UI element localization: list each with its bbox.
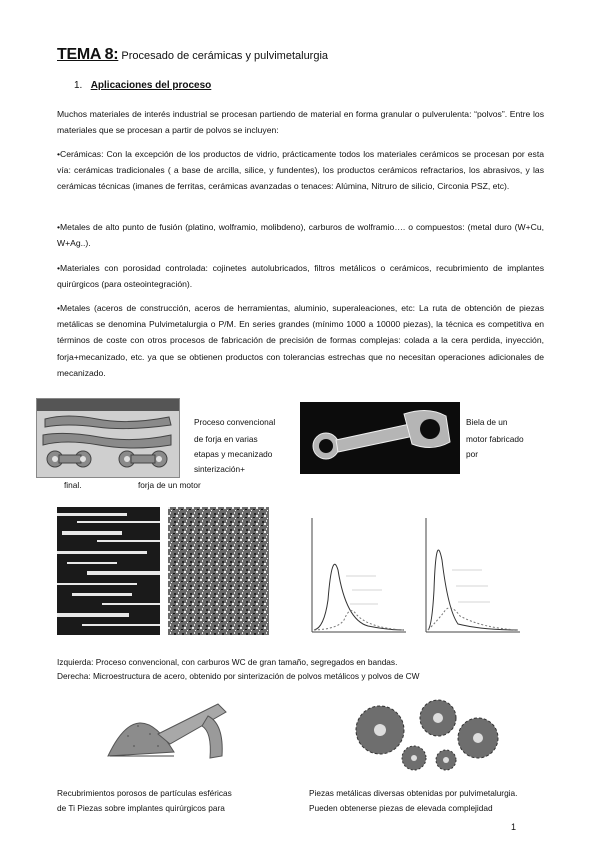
- caption-forge-line4: final.: [64, 480, 82, 490]
- forged-parts-photo: [36, 398, 180, 478]
- title-tema: TEMA 8:: [57, 46, 119, 63]
- paragraph-metales: •Metales (aceros de construcción, aceros de herramientas, aluminio, superaleaciones, etc: La ruta de obtención de piezas metálicas se denomina Pulvimetalurgia o P/M. En series grandes (mínimo 1000 a 10000 piezas), la técnica es competitiva en términos de coste con otros procesos de fabricación de precisión de formas complejas: colada a la cera perdida, inyección, forja+mecanizado, etc. ya que se obtienen productos con tolerancias estrechas que no necesitan operaciones adicionales de mecanizado.: [57, 303, 544, 378]
- particle-distribution-graph-left: [298, 510, 410, 642]
- caption-biela-line2: motor fabricado: [466, 434, 524, 444]
- title-subtitle: Procesado de cerámicas y pulvimetalurgia: [121, 50, 329, 62]
- caption-implant-line1: Recubrimientos porosos de partículas esféricas: [57, 788, 232, 798]
- particle-distribution-graph-right: [412, 510, 524, 642]
- section-heading: [74, 80, 211, 91]
- caption-micro-right: Derecha: Microestructura de acero, obtenido por sinterización de polvos metálicos y polvos de CW: [57, 671, 420, 681]
- connecting-rod-photo: [300, 402, 460, 474]
- microstructure-sintered-image: [168, 507, 269, 635]
- caption-forge-line1: Proceso convencional: [194, 417, 276, 427]
- caption-sinter-line2: forja de un motor: [138, 480, 201, 490]
- caption-biela-line3: por: [466, 449, 478, 459]
- microstructure-conventional-image: [57, 507, 160, 635]
- page-number: 1: [511, 822, 517, 832]
- paragraph-ceramicas: •Cerámicas: Con la excepción de los productos de vidrio, prácticamente todos los materiales cerámicos se procesan por esta vía: cerámicas tradicionales ( a base de arcilla, silice, y fundentes), los productos cerámicos refractarios, los abrasivos, y las cerámicas técnicas (imanes de ferritas, cerámicas avanzadas o tenaces: Alúmina, Nitruro de silicio, Circonia PSZ, etc).: [57, 149, 544, 192]
- paragraph-intro: Muchos materiales de interés industrial se procesan partiendo de material en forma granular o pulverulenta: “polvos”. Entre los materiales que se procesan a partir de polvos se incluyen:: [57, 109, 544, 136]
- pm-gears-photo: [340, 694, 506, 776]
- caption-gears-line1: Piezas metálicas diversas obtenidas por pulvimetalurgia.: [309, 788, 518, 798]
- paragraph-porosidad: •Materiales con porosidad controlada: cojinetes autolubricados, filtros metálicos o cerámicos, recubrimiento de implantes quirúrgicos (para osteointegración).: [57, 263, 544, 290]
- document-title: [57, 46, 328, 64]
- section-number: 1.: [74, 80, 83, 91]
- paragraph-metales-alto-punto: •Metales de alto punto de fusión (platino, wolframio, molibdeno), carburos de wolframio…. o compuestos: (metal duro (W+Cu, W+Ag..).: [57, 222, 544, 249]
- section-heading-text: Aplicaciones del proceso: [90, 80, 212, 91]
- caption-biela-line1: Biela de un: [466, 417, 508, 427]
- caption-forge-line2: de forja en varias: [194, 434, 258, 444]
- caption-micro-left: Izquierda: Proceso convencional, con carburos WC de gran tamaño, segregados en bandas.: [57, 657, 398, 667]
- caption-implant-line2: de Ti Piezas sobre implantes quirúrgicos para: [57, 803, 225, 813]
- hip-implant-photo: [98, 696, 248, 768]
- caption-forge-line3: etapas y mecanizado: [194, 449, 273, 459]
- caption-sinter-line1: sinterización+: [194, 464, 245, 474]
- caption-gears-line2: Pueden obtenerse piezas de elevada complejidad: [309, 803, 493, 813]
